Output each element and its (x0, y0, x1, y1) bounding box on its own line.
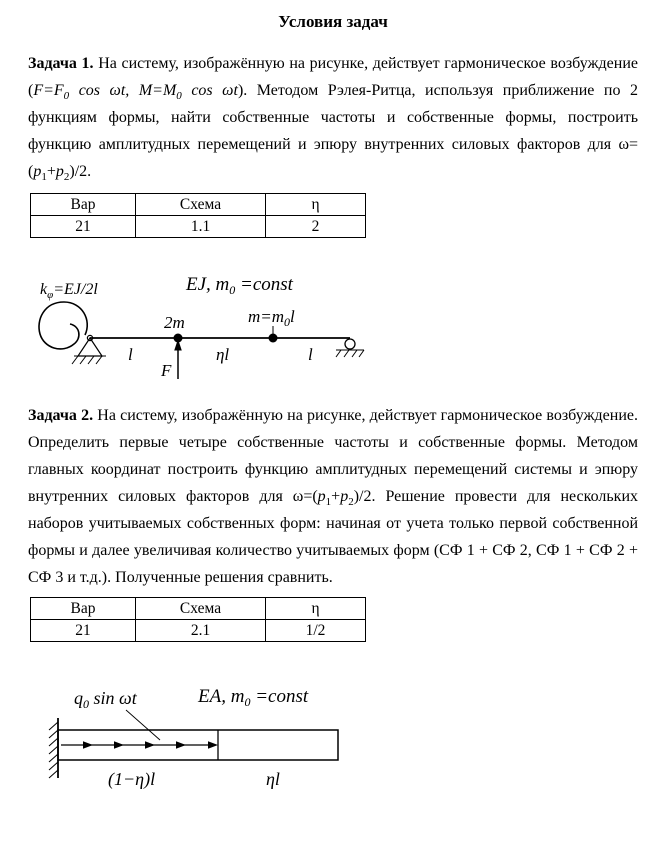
header-var: Вар (31, 194, 136, 216)
mass2-label: $m=m_0l$ (248, 307, 295, 329)
figure-problem2 (28, 682, 428, 800)
table-row (31, 216, 366, 238)
wall-hatching (49, 722, 58, 778)
dimension-eta-l: ηl (266, 769, 280, 789)
problem2-text-2: )/2. Решение провести для нескольких наборов учитываемых собственных форм: начиная от учета только первой собственной формы и далее увеличивая количество учитываемых форм (СФ 1 + СФ 2, СФ 1 + СФ 2 + СФ 3 и т.д.). Полученные решения сравнить. (28, 488, 638, 586)
header-eta: η (266, 194, 366, 216)
header-eta: η (266, 598, 366, 620)
pin-support-hatching (72, 356, 106, 364)
page-title: Условия задач (278, 12, 388, 31)
dimension-l-1: l (128, 345, 133, 364)
load-leader-line (126, 710, 160, 740)
force-label: F (161, 361, 172, 380)
beam-properties-label: EJ, $m_0$ =const (186, 274, 293, 297)
dimension-1-minus-eta-l: (1−η)l (108, 769, 156, 789)
dimension-eta-l: ηl (216, 345, 230, 364)
torsion-spring-icon (39, 302, 87, 349)
header-schema: Схема (136, 598, 266, 620)
problem1-paragraph: Задача 1. На систему, изображённую на рисунке, действует гармоническое возбуждение ($F=F_0$ cos ωt, $M=M_0$ cos ωt). Методом Рэлея-Ритца, используя приближение по 2 функциям формы, найти собственные частоты и собственные формы, построить функцию амплитудных перемещений и эпюру внутренних силовых факторов для $\omega=(p_1+p_2)/2$. (28, 55, 639, 184)
formula-M: cos ωt, M=M (69, 82, 177, 99)
cell-var: 21 (31, 620, 136, 642)
problem1-text-2: ). Методом Рэлея-Ритца, используя приближение по 2 функциям формы, найти собственные частоты и собственные формы, построить функцию амплитудных перемещений и эпюру внутренних силовых факторов для ω=( (28, 82, 638, 180)
spring-stiffness-label: $k_\varphi=EJ/2l$ (40, 281, 98, 301)
cell-eta: 2 (266, 216, 366, 238)
table-row (31, 620, 366, 642)
variant-table-1 (30, 193, 366, 238)
roller-support-hatching (336, 350, 364, 357)
header-schema: Схема (136, 194, 266, 216)
problem2-paragraph: Задача 2. На систему, изображённую на рисунке, действует гармоническое возбуждение. Определить первые четыре собственные частоты и собственные формы. Методом главных координат построить функцию амплитудных перемещений системы и эпюру внутренних силовых факторов для $\omega=(p_1+p_2)/2$. Решение провести для нескольких наборов учитываемых собственных форм: начиная от учета только первой собственной формы и далее увеличивая количество учитываемых форм (СФ 1 + СФ 2, СФ 1 + СФ 2 + СФ 3 и т.д.). Полученные решения сравнить. (28, 407, 639, 586)
bar-properties-label: EA, $m_0$ =const (198, 686, 309, 709)
problem2-text-1: На систему, изображённую на рисунке, действует гармоническое возбуждение. Определить первые четыре собственные частоты и собственные формы. Методом главных координат построить функцию амплитудных перемещений системы и эпюру внутренних силовых факторов для ω=( (28, 407, 639, 505)
cell-eta: 1/2 (266, 620, 366, 642)
cell-schema: 1.1 (136, 216, 266, 238)
load-label: $q_0$ sin ωt (74, 688, 137, 711)
problem1-text-3: )/2. (69, 163, 92, 180)
mass1-label: 2m (164, 313, 185, 332)
formula-F: F=F (33, 82, 64, 99)
problem1-label: Задача 1. (28, 55, 94, 72)
dimension-l-2: l (308, 345, 313, 364)
figure-problem1 (28, 268, 428, 390)
roller-support-icon (345, 339, 355, 349)
problem1-text-1: На систему, изображённую на рисунке, действует гармоническое возбуждение ( (28, 55, 639, 99)
cell-schema: 2.1 (136, 620, 266, 642)
problem2-label: Задача 2. (28, 407, 94, 424)
point-mass-m (269, 334, 278, 343)
table-header-row (31, 194, 366, 216)
table-header-row (31, 598, 366, 620)
header-var: Вар (31, 598, 136, 620)
variant-table-2 (30, 597, 366, 642)
cell-var: 21 (31, 216, 136, 238)
